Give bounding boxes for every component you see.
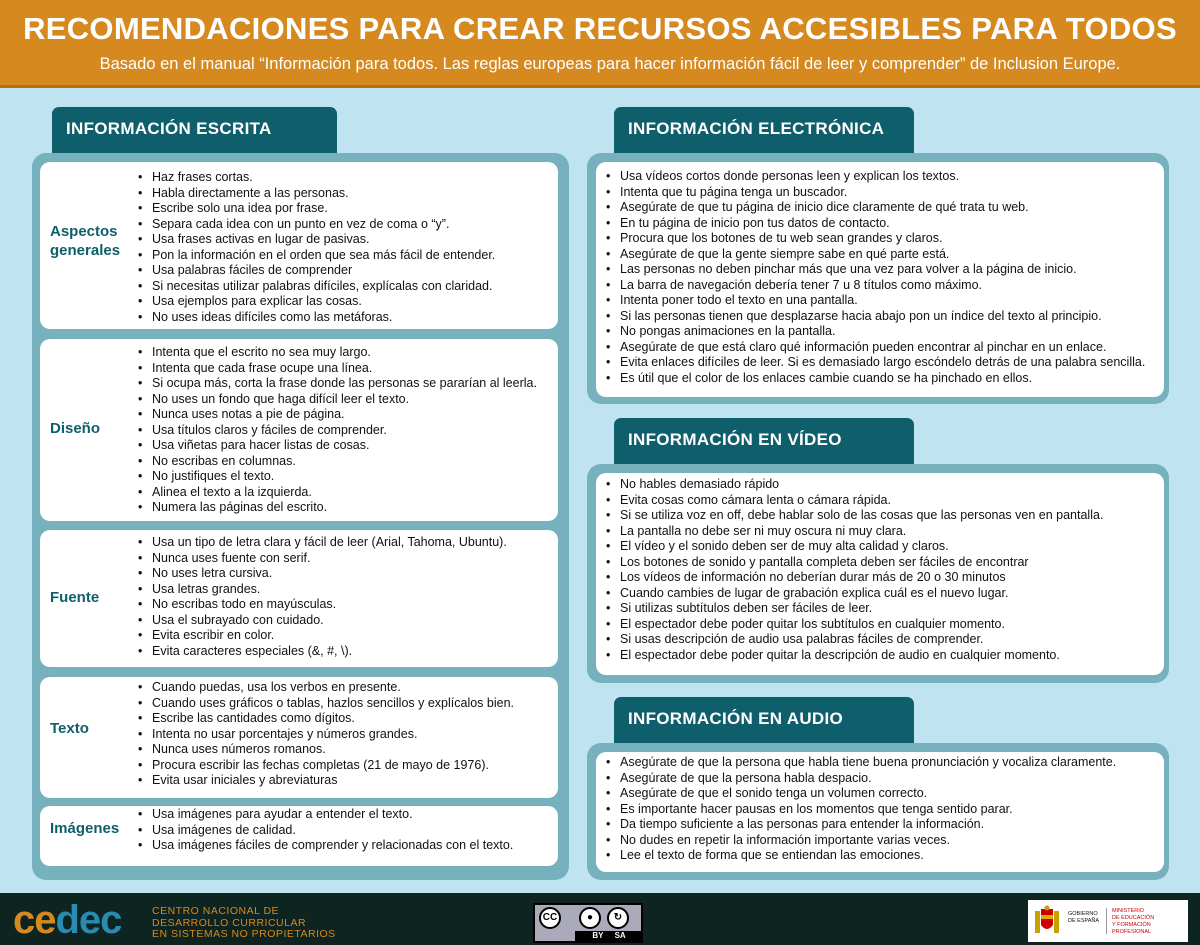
list-item: • Escribe las cantidades como dígitos. — [138, 711, 514, 727]
list-item: • Si ocupa más, corta la frase donde las personas se pararían al leerla. — [138, 376, 537, 392]
list-item: • Asegúrate de que el sonido tenga un volumen correcto. — [606, 786, 1116, 802]
cc-license-badge[interactable] — [533, 903, 643, 943]
group-imagenes — [40, 806, 558, 866]
list-item: • Procura escribir las fechas completas (21 de mayo de 1976). — [138, 758, 514, 774]
list-item: • Cuando cambies de lugar de grabación explica cuál es el nuevo lugar. — [606, 586, 1103, 602]
list-item: • Da tiempo suficiente a las personas para entender la información. — [606, 817, 1116, 833]
list-item: • Evita enlaces difíciles de leer. Si es demasiado largo escóndelo detrás de una palabra sencilla. — [606, 355, 1145, 371]
list-item: • Numera las páginas del escrito. — [138, 500, 537, 516]
list-item: • Asegúrate de que la persona habla despacio. — [606, 771, 1116, 787]
bullet-list — [606, 477, 1103, 663]
list-item: • Intenta no usar porcentajes y números grandes. — [138, 727, 514, 743]
list-item: • Cuando puedas, usa los verbos en presente. — [138, 680, 514, 696]
video-box — [596, 473, 1164, 675]
list-item: • No uses letra cursiva. — [138, 566, 507, 582]
audio-box — [596, 752, 1164, 872]
list-item: • Usa títulos claros y fáciles de comprender. — [138, 423, 537, 439]
org-line: DESARROLLO CURRICULAR — [152, 916, 307, 929]
list-item: • Habla directamente a las personas. — [138, 186, 495, 202]
list-item: • Asegúrate de que está claro qué información pueden encontrar al pinchar en un enlace. — [606, 340, 1145, 356]
list-item: • Escribe solo una idea por frase. — [138, 201, 495, 217]
bullet-list — [138, 170, 495, 325]
min-line: DE EDUCACIÓN — [1112, 915, 1155, 921]
section-title-electronica: INFORMACIÓN ELECTRÓNICA — [614, 107, 914, 157]
list-item: • Separa cada idea con un punto en vez de coma o “y”. — [138, 217, 495, 233]
list-item: • Cuando uses gráficos o tablas, hazlos sencillos y explícalos bien. — [138, 696, 514, 712]
list-item: • Usa el subrayado con cuidado. — [138, 613, 507, 629]
list-item: • No escribas en columnas. — [138, 454, 537, 470]
page-title: RECOMENDACIONES PARA CREAR RECURSOS ACCESIBLES PARA TODOS — [23, 11, 1177, 46]
list-item: • Nunca uses números romanos. — [138, 742, 514, 758]
list-item: • Usa imágenes para ayudar a entender el texto. — [138, 807, 513, 823]
list-item: • El vídeo y el sonido deben ser de muy alta calidad y claros. — [606, 539, 1103, 555]
divider — [1106, 908, 1107, 934]
coat-of-arms-icon — [1033, 905, 1061, 937]
cc-icon: CC — [539, 907, 561, 929]
list-item: • Usa palabras fáciles de comprender — [138, 263, 495, 279]
list-item: • No escribas todo en mayúsculas. — [138, 597, 507, 613]
org-line: EN SISTEMAS NO PROPIETARIOS — [152, 928, 336, 940]
list-item: • El espectador debe poder quitar los subtítulos en cualquier momento. — [606, 617, 1103, 633]
bullet-list — [138, 345, 537, 516]
group-label: Aspectos generales — [50, 223, 121, 259]
government-logo — [1028, 900, 1188, 942]
list-item: • Usa imágenes de calidad. — [138, 823, 513, 839]
list-item: • Evita usar iniciales y abreviaturas — [138, 773, 514, 789]
cedec-org-name — [152, 906, 336, 941]
gobierno-text — [1068, 911, 1099, 925]
section-title-escrita: INFORMACIÓN ESCRITA — [52, 107, 337, 157]
list-item: • Los vídeos de información no deberían durar más de 20 o 30 minutos — [606, 570, 1103, 586]
list-item: • Usa letras grandes. — [138, 582, 507, 598]
group-label: Imágenes — [50, 820, 120, 837]
list-item: • Si las personas tienen que desplazarse hacia abajo pon un índice del texto al principio. — [606, 309, 1145, 325]
list-item: • Los botones de sonido y pantalla completa deben ser fáciles de encontrar — [606, 555, 1103, 571]
section-title-video: INFORMACIÓN EN VÍDEO — [614, 418, 914, 468]
group-label: Diseño — [50, 420, 101, 437]
group-fuente — [40, 530, 558, 667]
list-item: • Nunca uses fuente con serif. — [138, 551, 507, 567]
list-item: • En tu página de inicio pon tus datos de contacto. — [606, 216, 1145, 232]
list-item: • Procura que los botones de tu web sean grandes y claros. — [606, 231, 1145, 247]
list-item: • Evita caracteres especiales (&, #, \). — [138, 644, 507, 660]
bullet-list — [138, 535, 507, 659]
by-person-icon: ● — [579, 907, 601, 929]
list-item: • Asegúrate de que tu página de inicio dice claramente de qué trata tu web. — [606, 200, 1145, 216]
logo-ce: ce — [13, 898, 56, 942]
cc-sa-label: SA — [614, 931, 626, 940]
group-aspectos-generales — [40, 162, 558, 329]
org-line: CENTRO NACIONAL DE — [152, 905, 280, 917]
ministerio-text — [1112, 908, 1188, 936]
list-item: • Si se utiliza voz en off, debe hablar solo de las cosas que las personas ven en pantalla. — [606, 508, 1103, 524]
bullet-list — [138, 807, 513, 854]
list-item: • Nunca uses notas a pie de página. — [138, 407, 537, 423]
list-item: • No uses un fondo que haga difícil leer el texto. — [138, 392, 537, 408]
bullet-list — [138, 680, 514, 789]
list-item: • Usa un tipo de letra clara y fácil de leer (Arial, Tahoma, Ubuntu). — [138, 535, 507, 551]
min-line: MINISTERIO — [1112, 908, 1145, 914]
min-line: Y FORMACIÓN PROFESIONAL — [1112, 922, 1152, 935]
bullet-list — [606, 755, 1116, 864]
share-alike-icon: ↻ — [607, 907, 629, 929]
bullet-list — [606, 169, 1145, 386]
list-item: • Usa frases activas en lugar de pasivas. — [138, 232, 495, 248]
list-item: • No dudes en repetir la información importante varias veces. — [606, 833, 1116, 849]
list-item: • Alinea el texto a la izquierda. — [138, 485, 537, 501]
list-item: • Intenta poner todo el texto en una pantalla. — [606, 293, 1145, 309]
list-item: • Intenta que el escrito no sea muy largo. — [138, 345, 537, 361]
list-item: • Intenta que tu página tenga un buscador. — [606, 185, 1145, 201]
section-title-audio: INFORMACIÓN EN AUDIO — [614, 697, 914, 747]
cc-terms — [575, 931, 643, 941]
list-item: • Usa imágenes fáciles de comprender y relacionadas con el texto. — [138, 838, 513, 854]
list-item: • El espectador debe poder quitar la descripción de audio en cualquier momento. — [606, 648, 1103, 664]
group-diseno — [40, 339, 558, 521]
list-item: • Es útil que el color de los enlaces cambie cuando se ha pinchado en ellos. — [606, 371, 1145, 387]
list-item: • Si usas descripción de audio usa palabras fáciles de comprender. — [606, 632, 1103, 648]
list-item: • Si utilizas subtítulos deben ser fáciles de leer. — [606, 601, 1103, 617]
list-item: • No uses ideas difíciles como las metáforas. — [138, 310, 495, 326]
list-item: • Lee el texto de forma que se entiendan las emociones. — [606, 848, 1116, 864]
list-item: • Asegúrate de que la gente siempre sabe en qué parte está. — [606, 247, 1145, 263]
group-label: Texto — [50, 720, 89, 737]
list-item: • Si necesitas utilizar palabras difíciles, explícalas con claridad. — [138, 279, 495, 295]
logo-dec: dec — [55, 898, 122, 942]
list-item: • Asegúrate de que la persona que habla tiene buena pronunciación y vocaliza claramente. — [606, 755, 1116, 771]
list-item: • Evita escribir en color. — [138, 628, 507, 644]
cc-by-label: BY — [592, 931, 604, 940]
cedec-logo — [13, 900, 121, 940]
list-item: • Es importante hacer pausas en los momentos que tenga sentido parar. — [606, 802, 1116, 818]
list-item: • No pongas animaciones en la pantalla. — [606, 324, 1145, 340]
page-subtitle: Basado en el manual “Información para todos. Las reglas europeas para hacer información fácil de leer y comprender” de Inclusion Europe. — [99, 55, 1121, 73]
list-item: • No hables demasiado rápido — [606, 477, 1103, 493]
list-item: • Pon la información en el orden que sea más fácil de entender. — [138, 248, 495, 264]
list-item: • Usa viñetas para hacer listas de cosas. — [138, 438, 537, 454]
electronica-box — [596, 162, 1164, 397]
list-item: • Intenta que cada frase ocupe una línea. — [138, 361, 537, 377]
list-item: • Usa vídeos cortos donde personas leen y explican los textos. — [606, 169, 1145, 185]
list-item: • Evita cosas como cámara lenta o cámara rápida. — [606, 493, 1103, 509]
gob-line: GOBIERNO — [1068, 911, 1098, 917]
list-item: • La barra de navegación debería tener 7 u 8 títulos como máximo. — [606, 278, 1145, 294]
header-banner — [0, 0, 1200, 88]
list-item: • La pantalla no debe ser ni muy oscura ni muy clara. — [606, 524, 1103, 540]
group-texto — [40, 677, 558, 798]
group-label: Fuente — [50, 589, 100, 606]
list-item: • Las personas no deben pinchar más que una vez para volver a la página de inicio. — [606, 262, 1145, 278]
list-item: • No justifiques el texto. — [138, 469, 537, 485]
list-item: • Haz frases cortas. — [138, 170, 495, 186]
gob-line: DE ESPAÑA — [1068, 918, 1100, 924]
list-item: • Usa ejemplos para explicar las cosas. — [138, 294, 495, 310]
